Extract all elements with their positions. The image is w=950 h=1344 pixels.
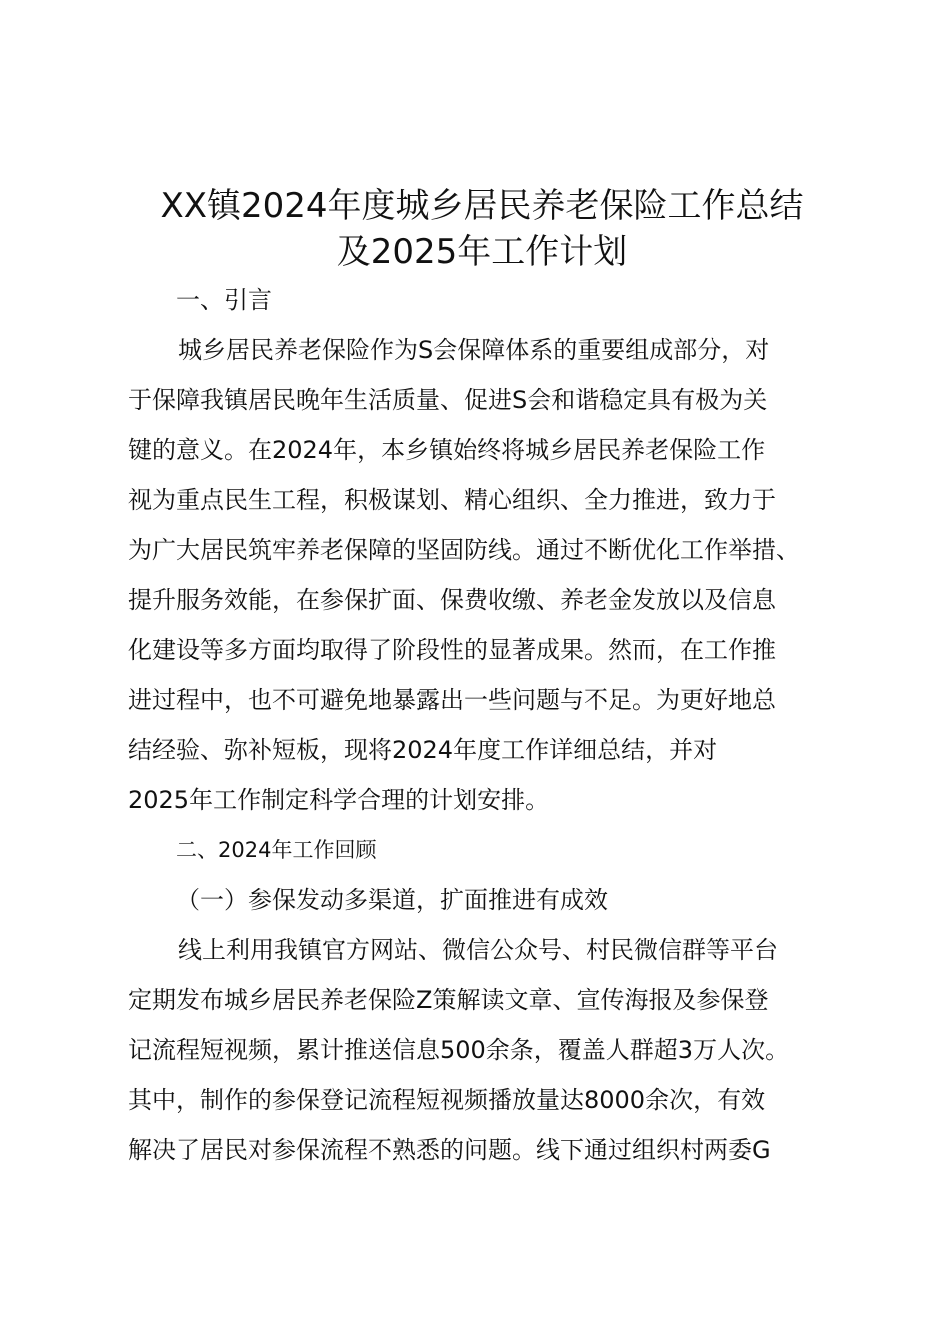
text-line: 其中，制作的参保登记流程短视频播放量达8000余次，有效 <box>128 1086 766 1114</box>
text-line: 提升服务效能，在参保扩面、保费收缴、养老金发放以及信息 <box>128 586 776 614</box>
text-line: 键的意义。在2024年，本乡镇始终将城乡居民养老保险工作 <box>128 436 766 464</box>
text-line: 为广大居民筑牢养老保障的坚固防线。通过不断优化工作举措、 <box>128 536 800 564</box>
text-line: 于保障我镇居民晚年生活质量、促进S会和谐稳定具有极为关 <box>128 386 768 414</box>
text-line: 化建设等多方面均取得了阶段性的显著成果。然而，在工作推 <box>128 636 776 664</box>
text-line: 城乡居民养老保险作为S会保障体系的重要组成部分，对 <box>178 336 770 364</box>
text-line: 2025年工作制定科学合理的计划安排。 <box>128 786 550 814</box>
subsection-heading: （一）参保发动多渠道，扩面推进有成效 <box>176 886 608 914</box>
text-line: 进过程中，也不可避免地暴露出一些问题与不足。为更好地总 <box>128 686 776 714</box>
text-line: 记流程短视频，累计推送信息500余条，覆盖人群超3万人次。 <box>128 1036 790 1064</box>
body-paragraph <box>128 925 836 1175</box>
intro-paragraph <box>128 325 836 825</box>
section-heading-intro: 一、引言 <box>176 286 272 314</box>
title-line-2: 及2025年工作计划 <box>336 232 628 272</box>
text-line: 解决了居民对参保流程不熟悉的问题。线下通过组织村两委G <box>128 1136 771 1164</box>
text-line: 定期发布城乡居民养老保险Z策解读文章、宣传海报及参保登 <box>128 986 769 1014</box>
text-line: 视为重点民生工程，积极谋划、精心组织、全力推进，致力于 <box>128 486 776 514</box>
text-line: 结经验、弥补短板，现将2024年度工作详细总结，并对 <box>128 736 718 764</box>
title-line-1: XX镇2024年度城乡居民养老保险工作总结 <box>160 186 804 226</box>
text-line: 线上利用我镇官方网站、微信公众号、村民微信群等平台 <box>178 936 778 964</box>
document-title <box>114 183 850 275</box>
section-heading-review: 二、2024年工作回顾 <box>176 838 377 862</box>
document-page <box>128 183 836 1175</box>
